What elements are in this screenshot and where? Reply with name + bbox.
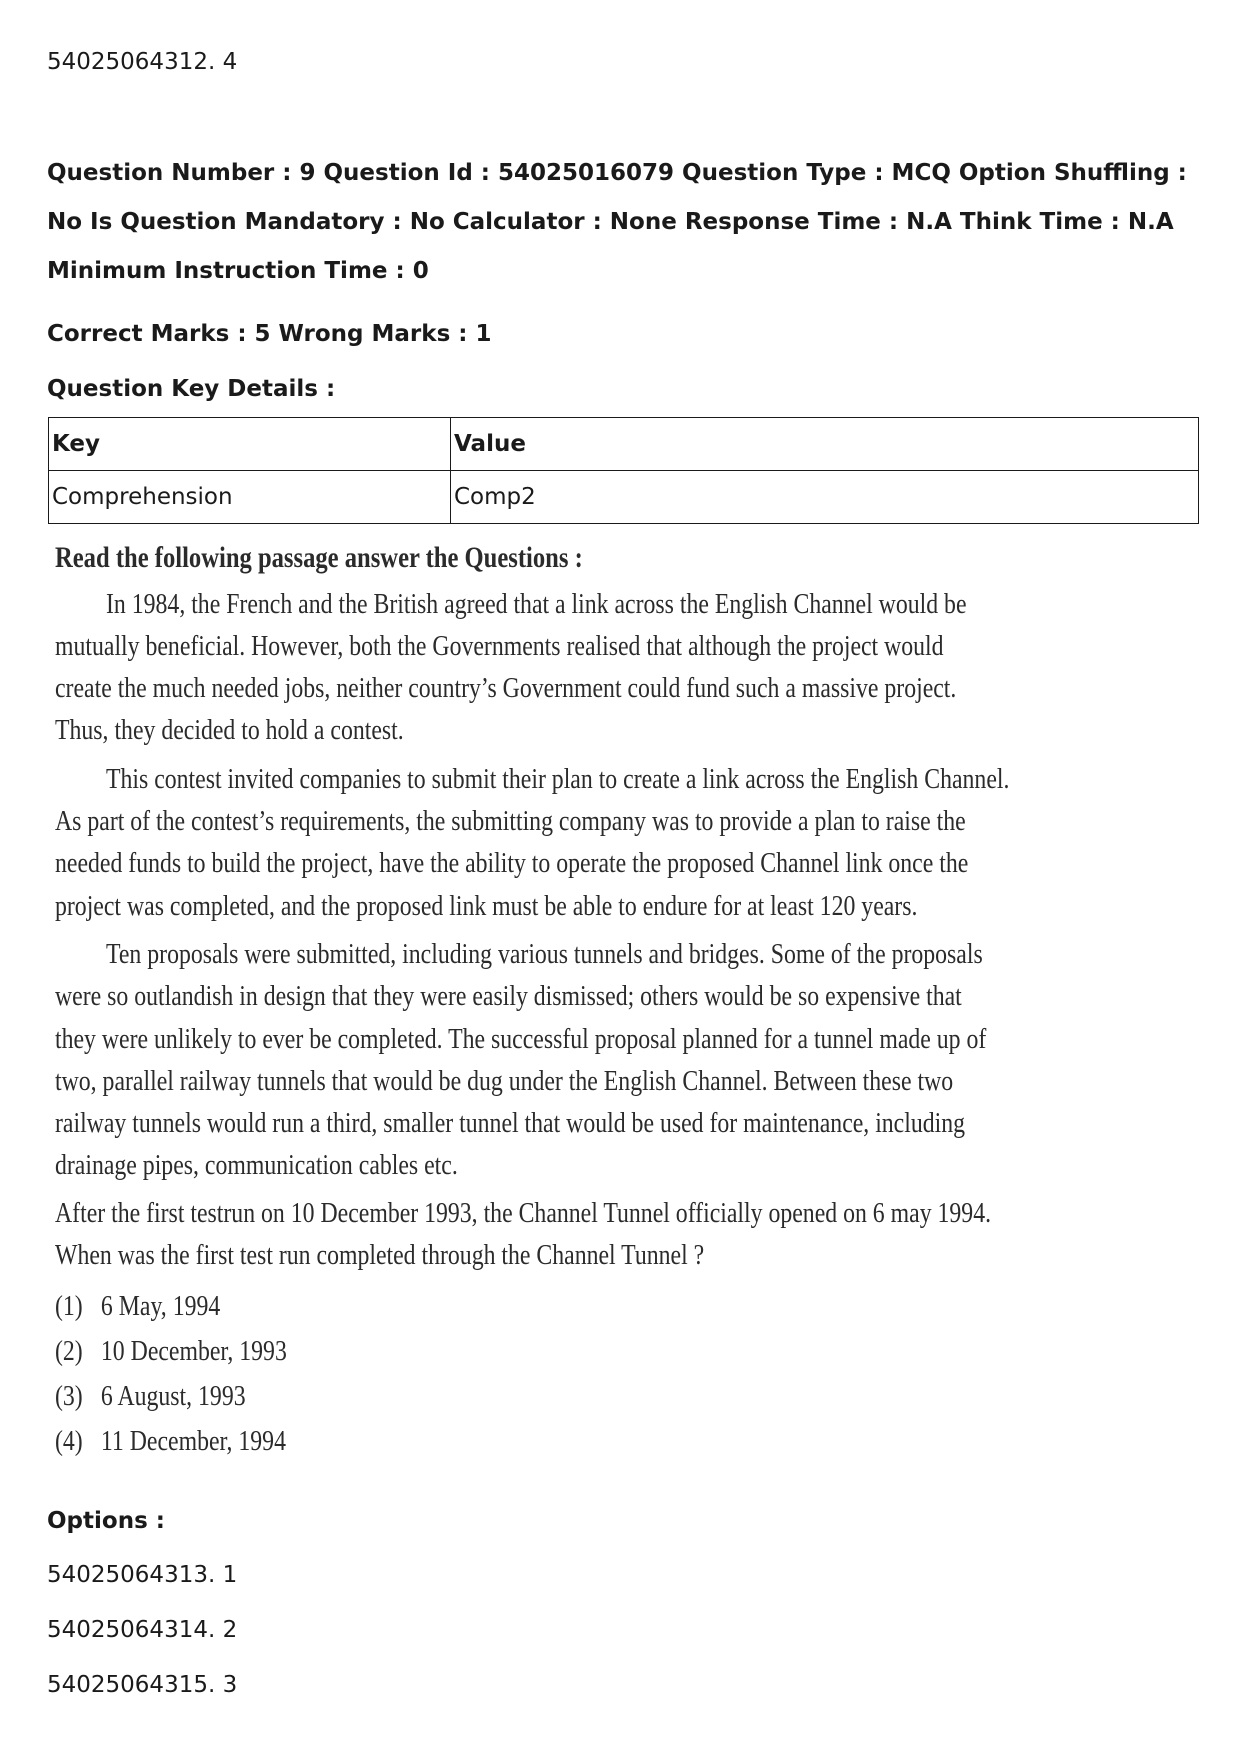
passage-line: In 1984, the French and the British agreed that a link across the English Channel would be [106, 588, 967, 620]
option-item: 54025064314. 2 [47, 1617, 238, 1643]
passage-line: create the much needed jobs, neither country’s Government could fund such a massive project. [55, 672, 957, 704]
previous-option: 54025064312. 4 [47, 49, 238, 75]
option-item: 54025064315. 3 [47, 1672, 238, 1698]
passage-line: project was completed, and the proposed link must be able to endure for at least 120 years. [55, 890, 918, 922]
passage-line: Ten proposals were submitted, including various tunnels and bridges. Some of the proposals [106, 938, 983, 970]
choice-item [55, 1335, 287, 1368]
passage-scan [50, 535, 1010, 1480]
table-header-row [49, 418, 1199, 471]
question-text: When was the first test run completed through the Channel Tunnel ? [55, 1239, 705, 1271]
choice-number: (2) [55, 1335, 83, 1367]
question-statement: After the first testrun on 10 December 1993, the Channel Tunnel officially opened on 6 may 1994. [55, 1197, 992, 1229]
passage-line: two, parallel railway tunnels that would be dug under the English Channel. Between these two [55, 1065, 954, 1097]
choice-item [55, 1425, 286, 1458]
table-cell-key: Comprehension [49, 471, 451, 524]
table-row [49, 471, 1199, 524]
table-header-key: Key [49, 418, 451, 471]
options-heading: Options : [47, 1508, 165, 1534]
passage-line: As part of the contest’s requirements, the submitting company was to provide a plan to raise the [55, 805, 966, 837]
choice-text: 6 August, 1993 [100, 1380, 246, 1412]
key-details-heading: Question Key Details : [47, 376, 336, 402]
question-metadata: Question Number : 9 Question Id : 54025016079 Question Type : MCQ Option Shuffling : No Is Question Mandatory : No Calculator : None Response Time : N.A Think Time : N.A Minimum Instruction Time : 0 [47, 160, 1187, 284]
choice-item [55, 1380, 246, 1413]
choice-item [55, 1290, 220, 1323]
choice-text: 10 December, 1993 [100, 1335, 287, 1367]
choice-number: (1) [55, 1290, 83, 1322]
table-header-value: Value [451, 418, 1199, 471]
passage-line: mutually beneficial. However, both the Governments realised that although the project would [55, 630, 944, 662]
passage-line: were so outlandish in design that they were easily dismissed; others would be so expensive that [55, 980, 962, 1012]
choice-number: (3) [55, 1380, 83, 1412]
choice-text: 6 May, 1994 [100, 1290, 221, 1322]
passage-heading: Read the following passage answer the Questions : [55, 541, 583, 574]
passage-line: needed funds to build the project, have the ability to operate the proposed Channel link once the [55, 847, 969, 879]
choice-number: (4) [55, 1425, 83, 1457]
passage-line: Thus, they decided to hold a contest. [55, 714, 404, 746]
marks-line: Correct Marks : 5 Wrong Marks : 1 [47, 321, 492, 347]
table-cell-value: Comp2 [451, 471, 1199, 524]
passage-line: drainage pipes, communication cables etc. [55, 1149, 458, 1181]
passage-line: they were unlikely to ever be completed. The successful proposal planned for a tunnel made up of [55, 1023, 987, 1055]
key-details-table [48, 417, 1199, 524]
option-item: 54025064313. 1 [47, 1562, 238, 1588]
passage-line: railway tunnels would run a third, smaller tunnel that would be used for maintenance, including [55, 1107, 966, 1139]
passage-line: This contest invited companies to submit their plan to create a link across the English Channel. [106, 763, 1010, 795]
choice-text: 11 December, 1994 [100, 1425, 286, 1457]
